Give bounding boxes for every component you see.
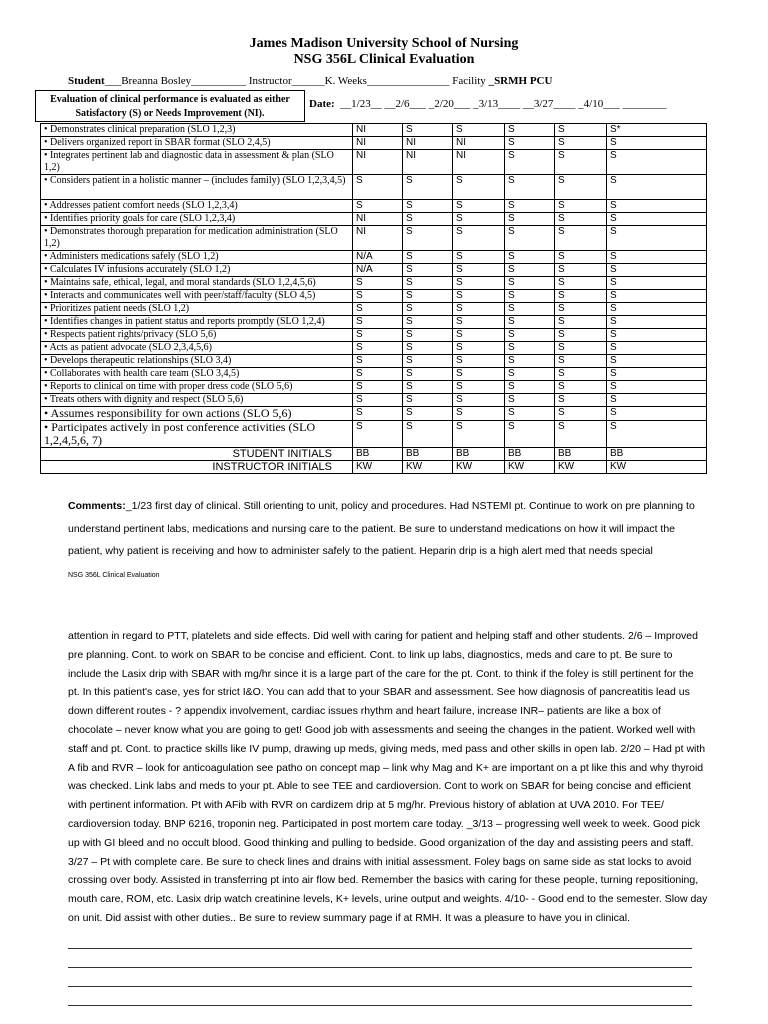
table-row	[41, 368, 707, 381]
rating-cell: S	[607, 200, 707, 213]
evaluation-note-line2: Satisfactory (S) or Needs Improvement (NI).	[75, 108, 265, 119]
rating-cell: S	[403, 407, 453, 421]
evaluation-table	[40, 123, 707, 474]
criterion-text: • Calculates IV infusions accurately (SLO 1,2)	[41, 264, 353, 277]
rating-cell: S	[403, 226, 453, 251]
table-row	[41, 264, 707, 277]
rating-cell: S	[505, 251, 555, 264]
rating-cell: N/A	[353, 251, 403, 264]
table-row	[41, 175, 707, 200]
rating-cell: S	[607, 150, 707, 175]
rating-cell: S	[453, 277, 505, 290]
rating-cell: S	[555, 316, 607, 329]
rating-cell: S	[505, 290, 555, 303]
table-row	[41, 150, 707, 175]
rating-cell: S	[403, 213, 453, 226]
rating-cell: S	[505, 421, 555, 448]
rating-cell: NI	[403, 150, 453, 175]
rating-cell: NI	[403, 137, 453, 150]
rating-cell: NI	[353, 226, 403, 251]
table-row	[41, 200, 707, 213]
rating-cell: NI	[453, 137, 505, 150]
rating-cell: S	[505, 381, 555, 394]
rating-cell: S	[505, 124, 555, 137]
rating-cell: S	[555, 251, 607, 264]
rating-cell: S	[607, 381, 707, 394]
rating-cell: S	[353, 381, 403, 394]
rating-cell: S	[555, 124, 607, 137]
table-row	[41, 381, 707, 394]
table-row	[41, 407, 707, 421]
rating-cell: S	[607, 251, 707, 264]
initials-cell: KW	[353, 461, 403, 474]
rating-cell: S	[607, 342, 707, 355]
rating-cell: S	[505, 329, 555, 342]
criterion-text: • Treats others with dignity and respect (SLO 5,6)	[41, 394, 353, 407]
rating-cell: S	[555, 303, 607, 316]
table-row	[41, 226, 707, 251]
table-row	[41, 137, 707, 150]
rating-cell: S	[353, 329, 403, 342]
rating-cell: S	[505, 137, 555, 150]
rating-cell: NI	[453, 150, 505, 175]
table-row	[41, 290, 707, 303]
rating-cell: S	[505, 368, 555, 381]
rating-cell: S	[353, 316, 403, 329]
rating-cell: S	[555, 290, 607, 303]
table-row	[41, 303, 707, 316]
rating-cell: S	[607, 329, 707, 342]
date-line	[309, 98, 667, 110]
rating-cell: S	[453, 329, 505, 342]
criterion-text: • Prioritizes patient needs (SLO 1,2)	[41, 303, 353, 316]
facility-value: _SRMH PCU	[488, 75, 553, 87]
rating-cell: S	[607, 303, 707, 316]
table-row	[41, 342, 707, 355]
rating-cell: S	[403, 290, 453, 303]
blank-line	[68, 1005, 692, 1006]
rating-cell: S	[505, 394, 555, 407]
page-footer: NSG 356L Clinical Evaluation	[68, 572, 160, 579]
rating-cell: N/A	[353, 264, 403, 277]
instructor-label: Instructor	[248, 75, 292, 87]
rating-cell: S	[453, 251, 505, 264]
rating-cell: S	[607, 316, 707, 329]
blank-line	[68, 986, 692, 987]
rating-cell: S	[403, 175, 453, 200]
criterion-text: • Addresses patient comfort needs (SLO 1,2,3,4)	[41, 200, 353, 213]
criterion-text: • Demonstrates clinical preparation (SLO 1,2,3)	[41, 124, 353, 137]
rating-cell: S	[353, 394, 403, 407]
table-row	[41, 394, 707, 407]
rating-cell: S	[453, 407, 505, 421]
rating-cell: S	[403, 124, 453, 137]
rating-cell: S	[403, 200, 453, 213]
criterion-text: • Participates actively in post conference activities (SLO 1,2,4,5,6, 7)	[41, 421, 353, 448]
rating-cell: S	[403, 277, 453, 290]
table-row	[41, 251, 707, 264]
rating-cell: S	[453, 381, 505, 394]
rating-cell: S	[453, 342, 505, 355]
initials-cell: KW	[505, 461, 555, 474]
date-label: Date:	[309, 98, 335, 110]
rating-cell: S	[555, 394, 607, 407]
rating-cell: S	[453, 421, 505, 448]
initials-cell: KW	[555, 461, 607, 474]
rating-cell: NI	[353, 137, 403, 150]
student-name: ___Breanna Bosley__________	[104, 75, 247, 87]
rating-cell: S	[403, 264, 453, 277]
rating-cell: S	[403, 355, 453, 368]
rating-cell: S	[403, 303, 453, 316]
rating-cell: S	[505, 277, 555, 290]
blank-line	[68, 967, 692, 968]
rating-cell: S	[555, 150, 607, 175]
rating-cell: S	[353, 342, 403, 355]
rating-cell: S	[555, 381, 607, 394]
criterion-text: • Respects patient rights/privacy (SLO 5,6)	[41, 329, 353, 342]
rating-cell: S	[353, 421, 403, 448]
rating-cell: S	[555, 421, 607, 448]
form-title: NSG 356L Clinical Evaluation	[293, 52, 475, 67]
rating-cell: S	[453, 200, 505, 213]
rating-cell: S	[505, 175, 555, 200]
rating-cell: NI	[353, 213, 403, 226]
rating-cell: S	[403, 368, 453, 381]
facility-label: Facility	[452, 75, 486, 87]
criterion-text: • Identifies priority goals for care (SLO 1,2,3,4)	[41, 213, 353, 226]
table-row	[41, 124, 707, 137]
rating-cell: S	[353, 175, 403, 200]
initials-cell: BB	[555, 448, 607, 461]
rating-cell: S*	[607, 124, 707, 137]
rating-cell: S	[555, 342, 607, 355]
rating-cell: S	[453, 394, 505, 407]
rating-cell: S	[453, 175, 505, 200]
rating-cell: S	[453, 264, 505, 277]
rating-cell: S	[555, 264, 607, 277]
instructor-name: ______K. Weeks_______________	[291, 75, 450, 87]
rating-cell: S	[505, 226, 555, 251]
criterion-text: • Interacts and communicates well with peer/staff/faculty (SLO 4,5)	[41, 290, 353, 303]
rating-cell: S	[555, 137, 607, 150]
rating-cell: S	[453, 213, 505, 226]
rating-cell: S	[505, 150, 555, 175]
initials-cell: KW	[403, 461, 453, 474]
rating-cell: S	[353, 368, 403, 381]
rating-cell: S	[403, 251, 453, 264]
criterion-text: • Develops therapeutic relationships (SLO 3,4)	[41, 355, 353, 368]
rating-cell: S	[403, 381, 453, 394]
student-initials-row	[41, 448, 707, 461]
rating-cell: S	[353, 303, 403, 316]
rating-cell: S	[555, 368, 607, 381]
initials-label: STUDENT INITIALS	[41, 448, 353, 461]
rating-cell: S	[453, 303, 505, 316]
rating-cell: S	[353, 200, 403, 213]
rating-cell: S	[403, 421, 453, 448]
initials-cell: BB	[505, 448, 555, 461]
initials-cell: BB	[403, 448, 453, 461]
rating-cell: S	[607, 355, 707, 368]
rating-cell: S	[353, 355, 403, 368]
rating-cell: S	[403, 316, 453, 329]
blank-line	[68, 948, 692, 949]
criterion-text: • Maintains safe, ethical, legal, and moral standards (SLO 1,2,4,5,6)	[41, 277, 353, 290]
comments-section	[68, 495, 708, 563]
rating-cell: S	[505, 303, 555, 316]
rating-cell: S	[607, 421, 707, 448]
rating-cell: S	[555, 213, 607, 226]
rating-cell: S	[505, 213, 555, 226]
table-row	[41, 355, 707, 368]
initials-cell: BB	[453, 448, 505, 461]
criterion-text: • Demonstrates thorough preparation for medication administration (SLO 1,2)	[41, 226, 353, 251]
rating-cell: S	[403, 342, 453, 355]
criterion-text: • Collaborates with health care team (SLO 3,4,5)	[41, 368, 353, 381]
rating-cell: S	[453, 290, 505, 303]
criterion-text: • Integrates pertinent lab and diagnostic data in assessment & plan (SLO 1,2)	[41, 150, 353, 175]
rating-cell: NI	[353, 150, 403, 175]
rating-cell: S	[505, 355, 555, 368]
school-title: James Madison University School of Nursing	[249, 36, 519, 51]
initials-cell: BB	[353, 448, 403, 461]
rating-cell: S	[403, 329, 453, 342]
rating-cell: S	[505, 407, 555, 421]
rating-cell: S	[505, 264, 555, 277]
rating-cell: S	[555, 355, 607, 368]
rating-cell: S	[505, 342, 555, 355]
initials-cell: BB	[607, 448, 707, 461]
date-values: __1/23__ __2/6___ _2/20___ _3/13____ __3/27____ _4/10___ ________	[340, 98, 667, 110]
rating-cell: S	[403, 394, 453, 407]
rating-cell: S	[555, 329, 607, 342]
rating-cell: S	[505, 200, 555, 213]
rating-cell: S	[555, 277, 607, 290]
comments-label: Comments:	[68, 500, 126, 512]
rating-cell: NI	[353, 124, 403, 137]
rating-cell: S	[453, 124, 505, 137]
criterion-text: • Administers medications safely (SLO 1,2)	[41, 251, 353, 264]
rating-cell: S	[607, 290, 707, 303]
info-line	[68, 75, 552, 87]
student-label: Student	[68, 75, 105, 87]
rating-cell: S	[607, 394, 707, 407]
initials-cell: KW	[607, 461, 707, 474]
rating-cell: S	[453, 368, 505, 381]
table-row	[41, 277, 707, 290]
comments-text-part1: _1/23 first day of clinical. Still orienting to unit, policy and procedures. Had NSTEMI pt. Continue to work on pre planning to understand pertinent labs, medications and nursing care to the patient. Be sure to understand medications on how it will impact the patient, why patient is receiving and how to administer safely to the patient. Heparin drip is a high alert med that needs special	[68, 500, 695, 557]
criterion-text: • Delivers organized report in SBAR format (SLO 2,4,5)	[41, 137, 353, 150]
evaluation-note-box	[35, 90, 305, 122]
table-row	[41, 421, 707, 448]
table-row	[41, 316, 707, 329]
rating-cell: S	[555, 200, 607, 213]
rating-cell: S	[607, 407, 707, 421]
rating-cell: S	[353, 407, 403, 421]
rating-cell: S	[607, 277, 707, 290]
criterion-text: • Assumes responsibility for own actions (SLO 5,6)	[41, 407, 353, 421]
rating-cell: S	[607, 175, 707, 200]
criterion-text: • Acts as patient advocate (SLO 2,3,4,5,6)	[41, 342, 353, 355]
table-row	[41, 213, 707, 226]
criteria-body	[41, 124, 707, 474]
rating-cell: S	[453, 226, 505, 251]
evaluation-note-line1: Evaluation of clinical performance is evaluated as either	[50, 94, 290, 105]
comments-text-part2: attention in regard to PTT, platelets and side effects. Did well with caring for patient and helping staff and other students. 2/6 – Improved pre planning. Cont. to work on SBAR to be concise and efficient. Cont. to link up labs, diagnostics, meds and care to pt. Be sure to include the Lasix drip with SBAR with mg/hr since it is a large part of the care for the pt. Cont. to think if the foley is still pertinent for the pt. In this patient's case, yes for strict I&O. You can add that to your SBAR and assessment. See how diagnosis of pancreatitis lead us down different routes - ? appendix involvement, cardiac issues rhythm and heart failure, increase INR– patients are like a box of chocolate – never know what you are going to get! Good job with assessments and seeing the changes in the patient. Worked well with staff and pt. Cont. to practice skills like IV pump, drawing up meds, giving meds, med pass and other skills in open lab. 2/20 – Had pt with A fib and RVR – look for anticoagulation see patho on concept map – link why Mag and K+ are important on a pt like this and why thyroid was checked. Link labs and meds to your pt. Able to see TEE and cardioversion. Cont to work on SBAR for being concise and efficient with pertinent information. Pt with AFib with RVR on cardizem drip at 5 mg/hr. Previous history of ablation at UVA 2010. For TEE/ cardioversion today. BNP 6216, troponin neg. Participated in post mortem care today. _3/13 – progressing well week to week. Good pick up with GI bleed and no occult blood. Good thinking and pulling to bedside. Good organization of the day and assisting peers and staff. 3/27 – Pt with complete care. Be sure to check lines and drains with initial assessment. Foley bags on same side as stat locks to avoid crossing over body. Assisted in transferring pt into air flow bed. Remember the basics with caring for these people, turning repositioning, mouth care, ROM, etc. Lasix drip watch creatinine levels, K+ levels, urine output and weights. 4/10- - Good end to the semester. Slow day on unit. Did assist with other duties.. Be sure to review summary page if at RMH. It was a pleasure to have you in clinical.	[68, 630, 708, 924]
rating-cell: S	[453, 355, 505, 368]
instructor-initials-row	[41, 461, 707, 474]
rating-cell: S	[555, 407, 607, 421]
rating-cell: S	[353, 290, 403, 303]
rating-cell: S	[607, 264, 707, 277]
rating-cell: S	[607, 368, 707, 381]
criterion-text: • Reports to clinical on time with proper dress code (SLO 5,6)	[41, 381, 353, 394]
rating-cell: S	[505, 316, 555, 329]
criterion-text: • Identifies changes in patient status and reports promptly (SLO 1,2,4)	[41, 316, 353, 329]
criterion-text: • Considers patient in a holistic manner – (includes family) (SLO 1,2,3,4,5)	[41, 175, 353, 200]
rating-cell: S	[607, 137, 707, 150]
rating-cell: S	[555, 226, 607, 251]
rating-cell: S	[555, 175, 607, 200]
rating-cell: S	[607, 213, 707, 226]
table-row	[41, 329, 707, 342]
rating-cell: S	[607, 226, 707, 251]
initials-label: INSTRUCTOR INITIALS	[41, 461, 353, 474]
rating-cell: S	[353, 277, 403, 290]
initials-cell: KW	[453, 461, 505, 474]
rating-cell: S	[453, 316, 505, 329]
